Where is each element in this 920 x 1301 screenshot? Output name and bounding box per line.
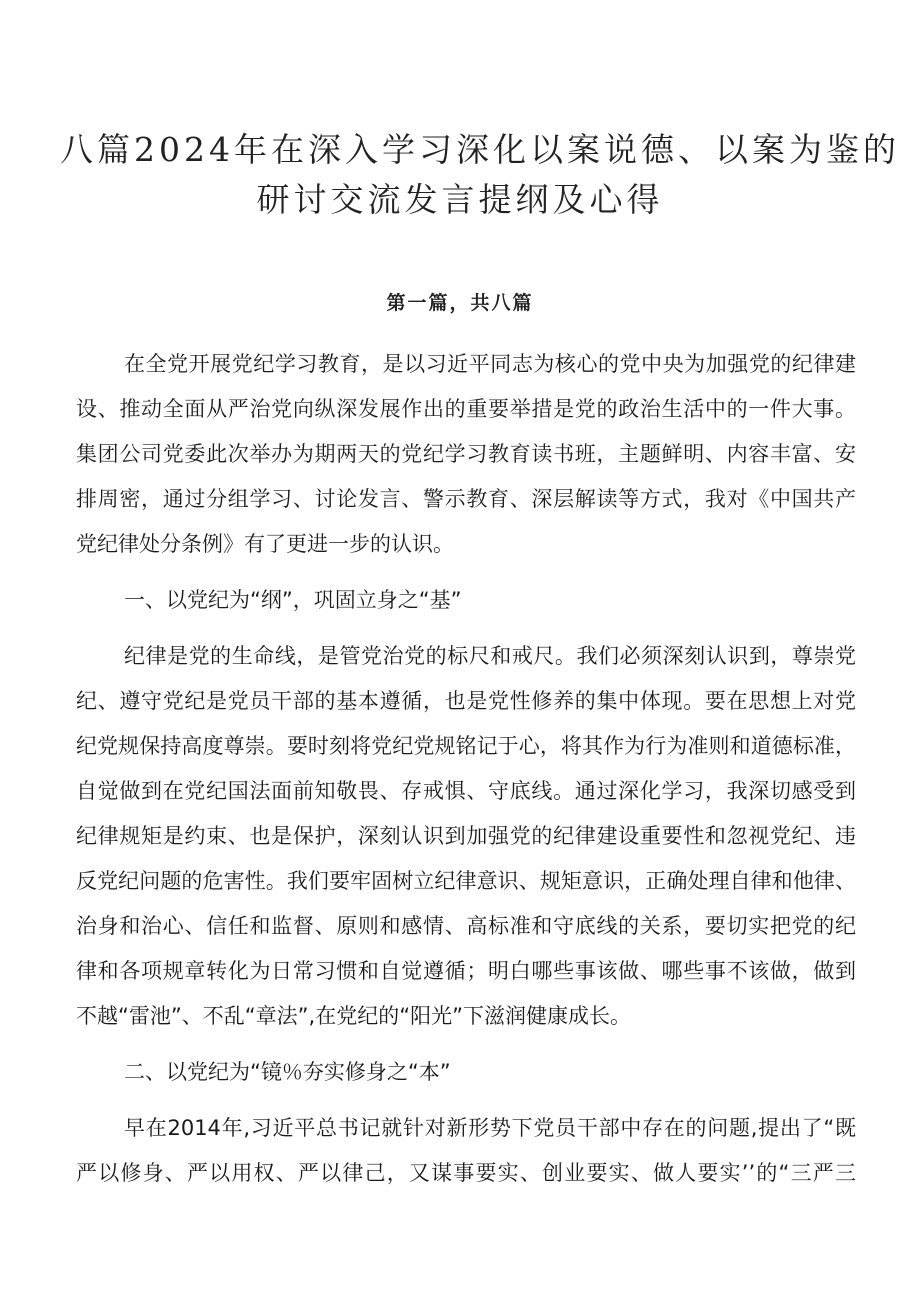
section-heading-2: 二、以党纪为“镜％夯实修身之“本”: [124, 1060, 451, 1084]
paragraph-2-line: 律和各项规章转化为日常习惯和自觉遵循；明白哪些事该做、哪些事不该做，做到: [76, 959, 856, 983]
paragraph-3-line: 严以修身、严以用权、严以律己，又谋事要实、创业要实、做人要实’’的“三严三: [76, 1161, 856, 1185]
paragraph-1-line: 排周密，通过分组学习、讨论发言、警示教育、深层解读等方式，我对《中国共产: [76, 487, 856, 511]
paragraph-2-line: 纪、遵守党纪是党员干部的基本遵循，也是党性修养的集中体现。要在思想上对党: [76, 689, 856, 713]
paragraph-1-line: 党纪律处分条例》有了更进一步的认识。: [76, 532, 454, 556]
paragraph-2-line: 治身和治心、信任和监督、原则和感情、高标准和守底线的关系，要切实把党的纪: [76, 914, 856, 938]
paragraph-2-line: 自觉做到在党纪国法面前知敬畏、存戒惧、守底线。通过深化学习，我深切感受到: [76, 779, 856, 803]
paragraph-3-line: 早在2014年,习近平总书记就针对新形势下党员干部中存在的问题,提出了“既: [124, 1116, 856, 1140]
paragraph-1-line: 集团公司党委此次举办为期两天的党纪学习教育读书班，主题鲜明、内容丰富、安: [76, 442, 856, 466]
paragraph-1-line: 在全党开展党纪学习教育，是以习近平同志为核心的党中央为加强党的纪律建: [124, 352, 856, 376]
document-subtitle: 第一篇，共八篇: [386, 292, 534, 314]
paragraph-2-line: 反党纪问题的危害性。我们要牢固树立纪律意识、规矩意识，正确处理自律和他律、: [76, 869, 856, 893]
paragraph-2-line: 纪律是党的生命线，是管党治党的标尺和戒尺。我们必须深刻认识到，尊崇党: [124, 644, 856, 668]
paragraph-2-line: 纪党规保持高度尊崇。要时刻将党纪党规铭记于心，将其作为行为准则和道德标准，: [76, 734, 856, 758]
paragraph-2-line: 纪律规矩是约束、也是保护，深刻认识到加强党的纪律建设重要性和忽视党纪、违: [76, 824, 856, 848]
document-title-line-1: 八篇2024年在深入学习深化以案说德、以案为鉴的: [60, 130, 900, 169]
paragraph-1-line: 设、推动全面从严治党向纵深发展作出的重要举措是党的政治生活中的一件大事。: [76, 397, 856, 421]
document-title-line-2: 研讨交流发言提纲及心得: [256, 180, 664, 219]
paragraph-2-line: 不越“雷池”、不乱“章法”,在党纪的“阳光”下滋润健康成长。: [76, 1004, 631, 1028]
section-heading-1: 一、以党纪为“纲”，巩固立身之“基”: [124, 588, 462, 612]
